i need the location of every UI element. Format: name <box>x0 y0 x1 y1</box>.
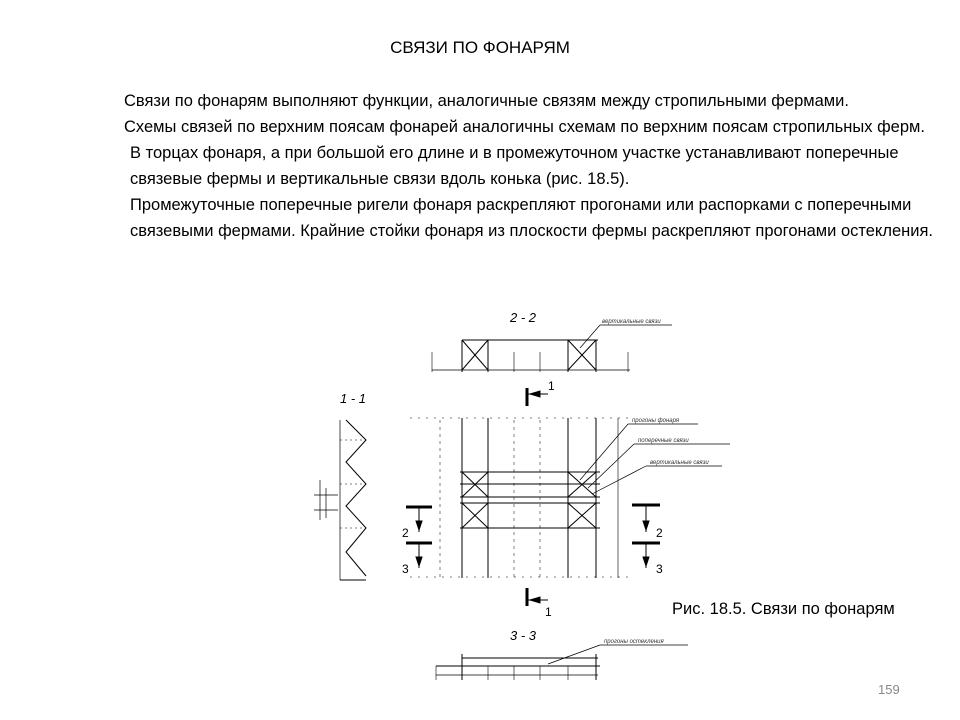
cut-mark-2-right-label: 2 <box>656 526 663 540</box>
paragraph-2: Схемы связей по верхним поясам фонарей аналогичны схемам по верхним поясам стропильных ферм. <box>124 118 925 136</box>
leader-vertical-ties: вертикальные связи <box>650 460 709 466</box>
leader-glazing-purlins: прогоны остекления <box>604 639 664 645</box>
leader-lantern-purlins: прогоны фонаря <box>632 418 680 424</box>
cut-mark-3-right-label: 3 <box>656 562 663 576</box>
cut-mark-1-top <box>527 388 548 406</box>
leader-transverse-braces: поперечные связи <box>638 438 689 444</box>
cut-mark-1-bottom-label: 1 <box>545 605 552 619</box>
section-2-2-label: 2 - 2 <box>510 310 537 325</box>
section-1-1-view <box>314 420 366 580</box>
paragraph-3: В торцах фонаря, а при большой его длине и в промежуточном участке устанавливают поперечные связевые фермы и вертикальные связи вдоль конька (рис. 18.5). <box>130 144 899 188</box>
leader-vertical-braces: вертикальные связи <box>602 319 661 325</box>
cut-mark-2-left-label: 2 <box>402 526 409 540</box>
page-title: СВЯЗИ ПО ФОНАРЯМ <box>390 38 570 57</box>
section-3-3-label: 3 - 3 <box>510 628 537 643</box>
cut-mark-1-top-label: 1 <box>548 379 555 393</box>
paragraph-1: Связи по фонарям выполняют функции, аналогичные связям между стропильными фермами. <box>124 92 849 110</box>
page-number: 159 <box>878 682 900 697</box>
cut-mark-3-left-label: 3 <box>402 562 409 576</box>
section-3-3-view <box>436 645 688 680</box>
section-1-1-label: 1 - 1 <box>340 391 367 406</box>
section-2-2-view <box>432 325 672 372</box>
figure-caption: Рис. 18.5. Связи по фонарям <box>672 600 895 618</box>
paragraph-4: Промежуточные поперечные ригели фонаря раскрепляют прогонами или распорками с поперечными связевыми фермами. Крайние стойки фонаря из плоскости фермы раскрепляют прогонами остекления. <box>130 196 933 240</box>
cut-mark-1-bottom <box>527 588 548 606</box>
cut-marks-left <box>406 507 432 568</box>
